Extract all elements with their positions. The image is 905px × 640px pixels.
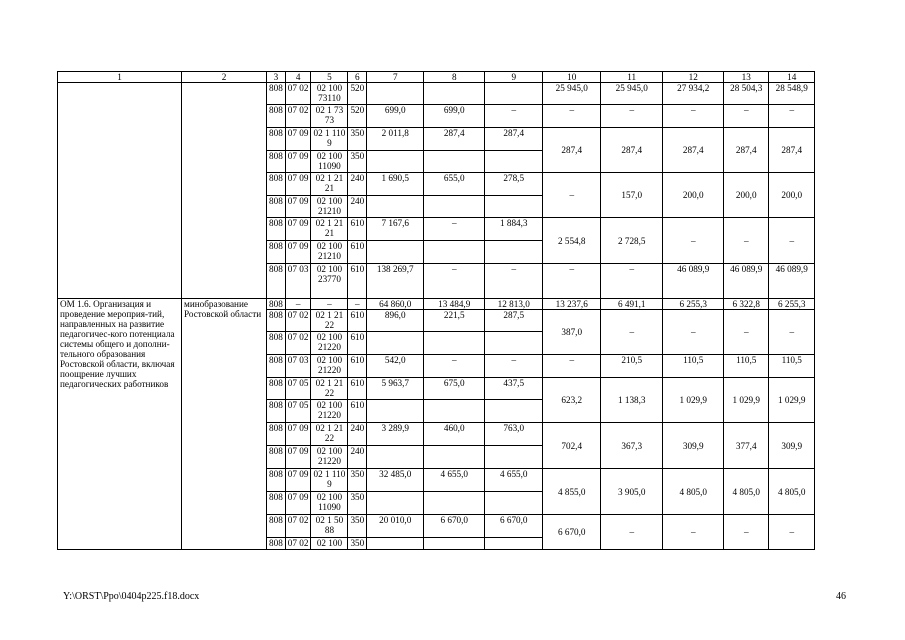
header-cell: 7 [367,72,424,83]
value-cell: 4 855,0 [543,469,601,515]
code-cell: 350 [348,128,367,151]
code-cell: 808 [267,196,286,218]
code-cell: 350 [348,515,367,538]
code-cell: 02 100 21220 [311,332,348,355]
value-cell: 6 322,8 [724,299,769,310]
code-cell: 808 [267,423,286,446]
value-cell: – [769,310,815,355]
code-cell: 808 [267,83,286,105]
value-cell [367,400,424,423]
value-cell: 46 089,9 [769,264,815,299]
value-cell: – [424,355,485,378]
header-cell: 3 [267,72,286,83]
code-cell: 808 [267,173,286,196]
table-row [58,299,815,310]
code-cell: 07 03 [285,264,311,299]
value-cell: 20 010,0 [367,515,424,538]
value-cell: 200,0 [769,173,815,218]
code-cell: 350 [348,538,367,550]
code-cell: 240 [348,423,367,446]
code-cell: 07 02 [285,538,311,550]
code-cell: 02 1 1109 [311,128,348,151]
code-cell: 350 [348,151,367,173]
value-cell: 278,5 [485,173,543,196]
program-label-cell [58,83,182,299]
code-cell: 350 [348,469,367,492]
code-cell: 02 1 5088 [311,515,348,538]
value-cell: 1 029,9 [663,378,724,423]
value-cell [424,83,485,105]
page-number: 46 [836,591,846,602]
value-cell: 157,0 [601,173,663,218]
code-cell: 07 09 [285,492,311,515]
code-cell: 808 [267,241,286,264]
code-cell: 07 09 [285,469,311,492]
code-cell: 07 03 [285,355,311,378]
header-cell: 1 [58,72,182,83]
value-cell [424,332,485,355]
value-cell: 287,4 [485,128,543,151]
value-cell: 46 089,9 [724,264,769,299]
header-cell: 9 [485,72,543,83]
value-cell: 702,4 [543,423,601,469]
code-cell: 610 [348,400,367,423]
code-cell: 610 [348,332,367,355]
value-cell: – [769,105,815,128]
value-cell [485,151,543,173]
value-cell: – [543,105,601,128]
code-cell: 808 [267,538,286,550]
value-cell: 4 805,0 [769,469,815,515]
header-cell: 14 [769,72,815,83]
value-cell: 1 690,5 [367,173,424,196]
value-cell: 200,0 [724,173,769,218]
value-cell: – [601,515,663,550]
code-cell: – [348,299,367,310]
value-cell: 6 670,0 [424,515,485,538]
code-cell: 808 [267,299,286,310]
code-cell: 808 [267,218,286,241]
value-cell: 7 167,6 [367,218,424,241]
code-cell: 07 09 [285,241,311,264]
value-cell: 138 269,7 [367,264,424,299]
value-cell: 25 945,0 [601,83,663,105]
value-cell: – [543,355,601,378]
value-cell: – [601,264,663,299]
value-cell: 287,4 [424,128,485,151]
code-cell: – [311,299,348,310]
code-cell: 07 05 [285,400,311,423]
value-cell: – [485,105,543,128]
header-cell: 2 [182,72,267,83]
value-cell: – [543,264,601,299]
code-cell: 02 100 21220 [311,355,348,378]
value-cell: 542,0 [367,355,424,378]
value-cell [367,332,424,355]
header-row [58,72,815,83]
value-cell [367,538,424,550]
value-cell: 4 805,0 [724,469,769,515]
header-cell: 13 [724,72,769,83]
code-cell: 520 [348,83,367,105]
code-cell: 07 02 [285,105,311,128]
value-cell [424,538,485,550]
code-cell: 02 1 7373 [311,105,348,128]
value-cell [485,196,543,218]
value-cell: 12 813,0 [485,299,543,310]
value-cell: – [663,515,724,550]
code-cell: 07 09 [285,218,311,241]
value-cell: 699,0 [367,105,424,128]
value-cell: 3 905,0 [601,469,663,515]
value-cell: 110,5 [663,355,724,378]
value-cell: – [424,264,485,299]
value-cell: 210,5 [601,355,663,378]
code-cell: 808 [267,264,286,299]
value-cell: 4 805,0 [663,469,724,515]
code-cell: 808 [267,332,286,355]
value-cell: 287,4 [543,128,601,173]
header-cell: 6 [348,72,367,83]
code-cell: 808 [267,355,286,378]
code-cell: 07 02 [285,310,311,332]
om-executor: минобразование Ростовской области [182,299,267,550]
value-cell [485,492,543,515]
value-cell: 6 670,0 [485,515,543,538]
table-row [58,83,815,105]
code-cell: 07 02 [285,515,311,538]
value-cell [485,538,543,550]
value-cell [367,492,424,515]
value-cell: 2 728,5 [601,218,663,264]
value-cell: – [724,105,769,128]
value-cell [485,446,543,469]
value-cell: 4 655,0 [485,469,543,492]
code-cell: 02 100 21210 [311,196,348,218]
code-cell: 808 [267,469,286,492]
code-cell: 02 100 23770 [311,264,348,299]
value-cell: – [601,310,663,355]
value-cell: 287,4 [663,128,724,173]
code-cell: 610 [348,264,367,299]
value-cell: – [485,355,543,378]
value-cell: 623,2 [543,378,601,423]
value-cell [424,400,485,423]
code-cell: 02 1 2122 [311,310,348,332]
value-cell: – [769,218,815,264]
value-cell: 1 029,9 [769,378,815,423]
value-cell [367,446,424,469]
code-cell: 02 100 11090 [311,151,348,173]
code-cell: 808 [267,378,286,400]
code-cell: 610 [348,241,367,264]
value-cell [485,332,543,355]
code-cell: 02 100 21210 [311,241,348,264]
value-cell: 200,0 [663,173,724,218]
code-cell: 520 [348,105,367,128]
value-cell [424,151,485,173]
code-cell: 02 1 2122 [311,423,348,446]
value-cell: 377,4 [724,423,769,469]
value-cell: – [724,310,769,355]
file-path: Y:\ORST\Ppo\0404p225.f18.docx [63,591,200,602]
value-cell: 6 670,0 [543,515,601,550]
code-cell: 07 02 [285,83,311,105]
header-cell: 11 [601,72,663,83]
value-cell: 1 884,3 [485,218,543,241]
code-cell: 07 02 [285,332,311,355]
value-cell: 367,3 [601,423,663,469]
value-cell: 221,5 [424,310,485,332]
value-cell: 110,5 [769,355,815,378]
value-cell: 110,5 [724,355,769,378]
value-cell: 387,0 [543,310,601,355]
code-cell: 240 [348,446,367,469]
value-cell [424,446,485,469]
code-cell: 07 09 [285,151,311,173]
code-cell: 07 09 [285,173,311,196]
code-cell: 808 [267,515,286,538]
value-cell: 6 491,1 [601,299,663,310]
value-cell: 309,9 [663,423,724,469]
value-cell: 1 138,3 [601,378,663,423]
value-cell: 25 945,0 [543,83,601,105]
value-cell: – [724,218,769,264]
value-cell: 46 089,9 [663,264,724,299]
value-cell [367,151,424,173]
value-cell: 287,4 [601,128,663,173]
value-cell: 699,0 [424,105,485,128]
code-cell: 07 09 [285,423,311,446]
value-cell: 675,0 [424,378,485,400]
value-cell [424,492,485,515]
code-cell: 808 [267,310,286,332]
value-cell [367,83,424,105]
code-cell: 808 [267,105,286,128]
code-cell: 07 09 [285,196,311,218]
code-cell: 07 09 [285,446,311,469]
code-cell: 02 1 1109 [311,469,348,492]
value-cell [485,241,543,264]
value-cell: 5 963,7 [367,378,424,400]
value-cell: – [543,173,601,218]
value-cell: 13 484,9 [424,299,485,310]
code-cell: 610 [348,355,367,378]
value-cell: 32 485,0 [367,469,424,492]
header-cell: 12 [663,72,724,83]
code-cell: 808 [267,400,286,423]
code-cell: 07 05 [285,378,311,400]
value-cell: 6 255,3 [663,299,724,310]
code-cell: 240 [348,173,367,196]
value-cell: 4 655,0 [424,469,485,492]
code-cell: 02 100 21220 [311,400,348,423]
code-cell: 02 100 [311,538,348,550]
value-cell: 6 255,3 [769,299,815,310]
value-cell: – [724,515,769,550]
header-cell: 5 [311,72,348,83]
code-cell: 02 100 73110 [311,83,348,105]
value-cell: 287,5 [485,310,543,332]
value-cell: 763,0 [485,423,543,446]
code-cell: 808 [267,151,286,173]
value-cell: – [424,218,485,241]
code-cell: – [285,299,311,310]
code-cell: 07 09 [285,128,311,151]
code-cell: 808 [267,492,286,515]
value-cell: 460,0 [424,423,485,446]
value-cell: 64 860,0 [367,299,424,310]
executor-cell [182,83,267,299]
value-cell [424,196,485,218]
code-cell: 02 1 2122 [311,378,348,400]
value-cell: 287,4 [724,128,769,173]
code-cell: 610 [348,218,367,241]
value-cell: – [663,310,724,355]
value-cell: 2 011,8 [367,128,424,151]
code-cell: 02 1 2121 [311,218,348,241]
value-cell: 309,9 [769,423,815,469]
value-cell [485,83,543,105]
code-cell: 240 [348,196,367,218]
value-cell: – [663,105,724,128]
om-label: ОМ 1.6. Организация и проведение мероприя-тий, направленных на развитие педагогичес-кого потенциала системы общего и дополни-тельного образования Ростовской области, включая поощрение лучших педагогических работников [58,299,182,550]
value-cell: 896,0 [367,310,424,332]
value-cell: 437,5 [485,378,543,400]
value-cell [485,400,543,423]
value-cell [424,241,485,264]
value-cell [367,241,424,264]
value-cell: 13 237,6 [543,299,601,310]
value-cell: 28 504,3 [724,83,769,105]
code-cell: 02 100 11090 [311,492,348,515]
code-cell: 808 [267,128,286,151]
value-cell: 2 554,8 [543,218,601,264]
value-cell: – [601,105,663,128]
value-cell: 28 548,9 [769,83,815,105]
value-cell: 1 029,9 [724,378,769,423]
value-cell: – [485,264,543,299]
code-cell: 808 [267,446,286,469]
value-cell: 655,0 [424,173,485,196]
code-cell: 02 100 21220 [311,446,348,469]
value-cell: 3 289,9 [367,423,424,446]
code-cell: 02 1 2121 [311,173,348,196]
header-cell: 10 [543,72,601,83]
header-cell: 8 [424,72,485,83]
value-cell [367,196,424,218]
budget-table [57,71,815,550]
header-cell: 4 [285,72,311,83]
value-cell: – [663,218,724,264]
value-cell: 27 934,2 [663,83,724,105]
code-cell: 350 [348,492,367,515]
code-cell: 610 [348,310,367,332]
value-cell: 287,4 [769,128,815,173]
code-cell: 610 [348,378,367,400]
value-cell: – [769,515,815,550]
